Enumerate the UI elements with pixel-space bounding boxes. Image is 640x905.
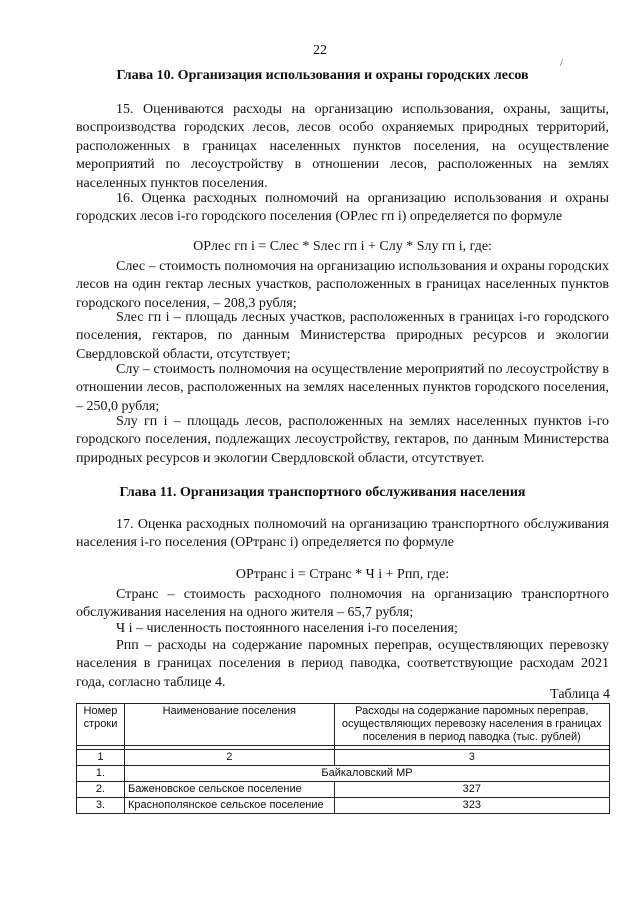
table-row — [77, 782, 610, 798]
definition-clu: Слу – стоимость полномочия на осуществление мероприятий по лесоустройству в отношении лесов, расположенных на землях населенных пунктов городского поселения, – 250,0 рубля; — [76, 362, 609, 414]
settlement-name: Баженовское сельское поселение — [124, 782, 334, 798]
definition-population: Ч i – численность постоянного населения i-го поселения; — [116, 621, 458, 636]
expense-value: 323 — [334, 798, 609, 814]
ferry-expenses-table — [76, 703, 610, 814]
chapter-10-heading: Глава 10. Организация использования и охраны городских лесов — [116, 68, 529, 83]
table-caption: Таблица 4 — [550, 687, 610, 702]
header-settlement-name: Наименование поселения — [124, 704, 334, 746]
row-number: 1. — [77, 766, 125, 782]
table-row — [77, 798, 610, 814]
header-ferry-expenses: Расходы на содержание паромных переправ, осуществляющих перевозку населения в границах поселения в период паводка (тыс. рублей) — [334, 704, 609, 746]
column-number: 2 — [124, 750, 334, 766]
paragraph-15: 15. Оцениваются расходы на организацию использования, охраны, защиты, воспроизводства городских лесов, лесов особо охраняемых природных территорий, расположенных в границах населенных пунктов поселения, на осуществление мероприятий по лесоустройству в отношении лесов, расположенных на землях населенных пунктов поселения. — [76, 102, 609, 191]
district-name: Байкаловский МР — [124, 766, 609, 782]
column-number: 1 — [77, 750, 125, 766]
definition-slu: Sлу гп i – площадь лесов, расположенных на землях населенных пунктов i-го городского поселения, подлежащих лесоустройству, гектаров, по данным Министерства природных ресурсов и экологии Свердловской области, отсутствует. — [76, 414, 609, 466]
table-column-number-row — [77, 750, 610, 766]
definition-cles: Слес – стоимость полномочия на организацию использования и охраны городских лесов на один гектар лесных участков, расположенных в границах населенных пунктов городского поселения, – 208,3 рубля; — [76, 259, 609, 311]
row-number: 2. — [77, 782, 125, 798]
definition-ctrans: Странс – стоимость расходного полномочия на организацию транспортного обслуживания населения на одного жителя – 65,7 рубля; — [76, 587, 609, 621]
expense-value: 327 — [334, 782, 609, 798]
definition-sles: Sлес гп i – площадь лесных участков, расположенных в границах i-го городского поселения, гектаров, по данным Министерства природных ресурсов и экологии Свердловской области, отсутствует; — [76, 310, 609, 362]
paragraph-17: 17. Оценка расходных полномочий на организацию транспортного обслуживания населения i-го поселения (ОРтранс i) определяется по формуле — [76, 517, 609, 551]
definition-rpp: Рпп – расходы на содержание паромных переправ, осуществляющих перевозку населения в границах поселения в период паводка, соответствующие расходам 2021 года, согласно таблице 4. — [76, 638, 609, 690]
table-header-row — [77, 704, 610, 746]
column-number: 3 — [334, 750, 609, 766]
settlement-name: Краснополянское сельское поселение — [124, 798, 334, 814]
page-number: 22 — [313, 43, 327, 58]
chapter-11-heading: Глава 11. Организация транспортного обслуживания населения — [119, 485, 526, 500]
paragraph-16: 16. Оценка расходных полномочий на организацию использования и охраны городских лесов i-го городского поселения (ОРлес гп i) определяется по формуле — [76, 191, 609, 225]
margin-mark: / — [560, 58, 563, 69]
formula-forests: ОРлес гп i = Слес * Sлес гп i + Слу * Sлу гп i, где: — [193, 239, 492, 254]
row-number: 3. — [77, 798, 125, 814]
header-row-number: Номер строки — [77, 704, 125, 746]
formula-transport: ОРтранс i = Странс * Ч i + Рпп, где: — [235, 567, 450, 582]
table-row — [77, 766, 610, 782]
